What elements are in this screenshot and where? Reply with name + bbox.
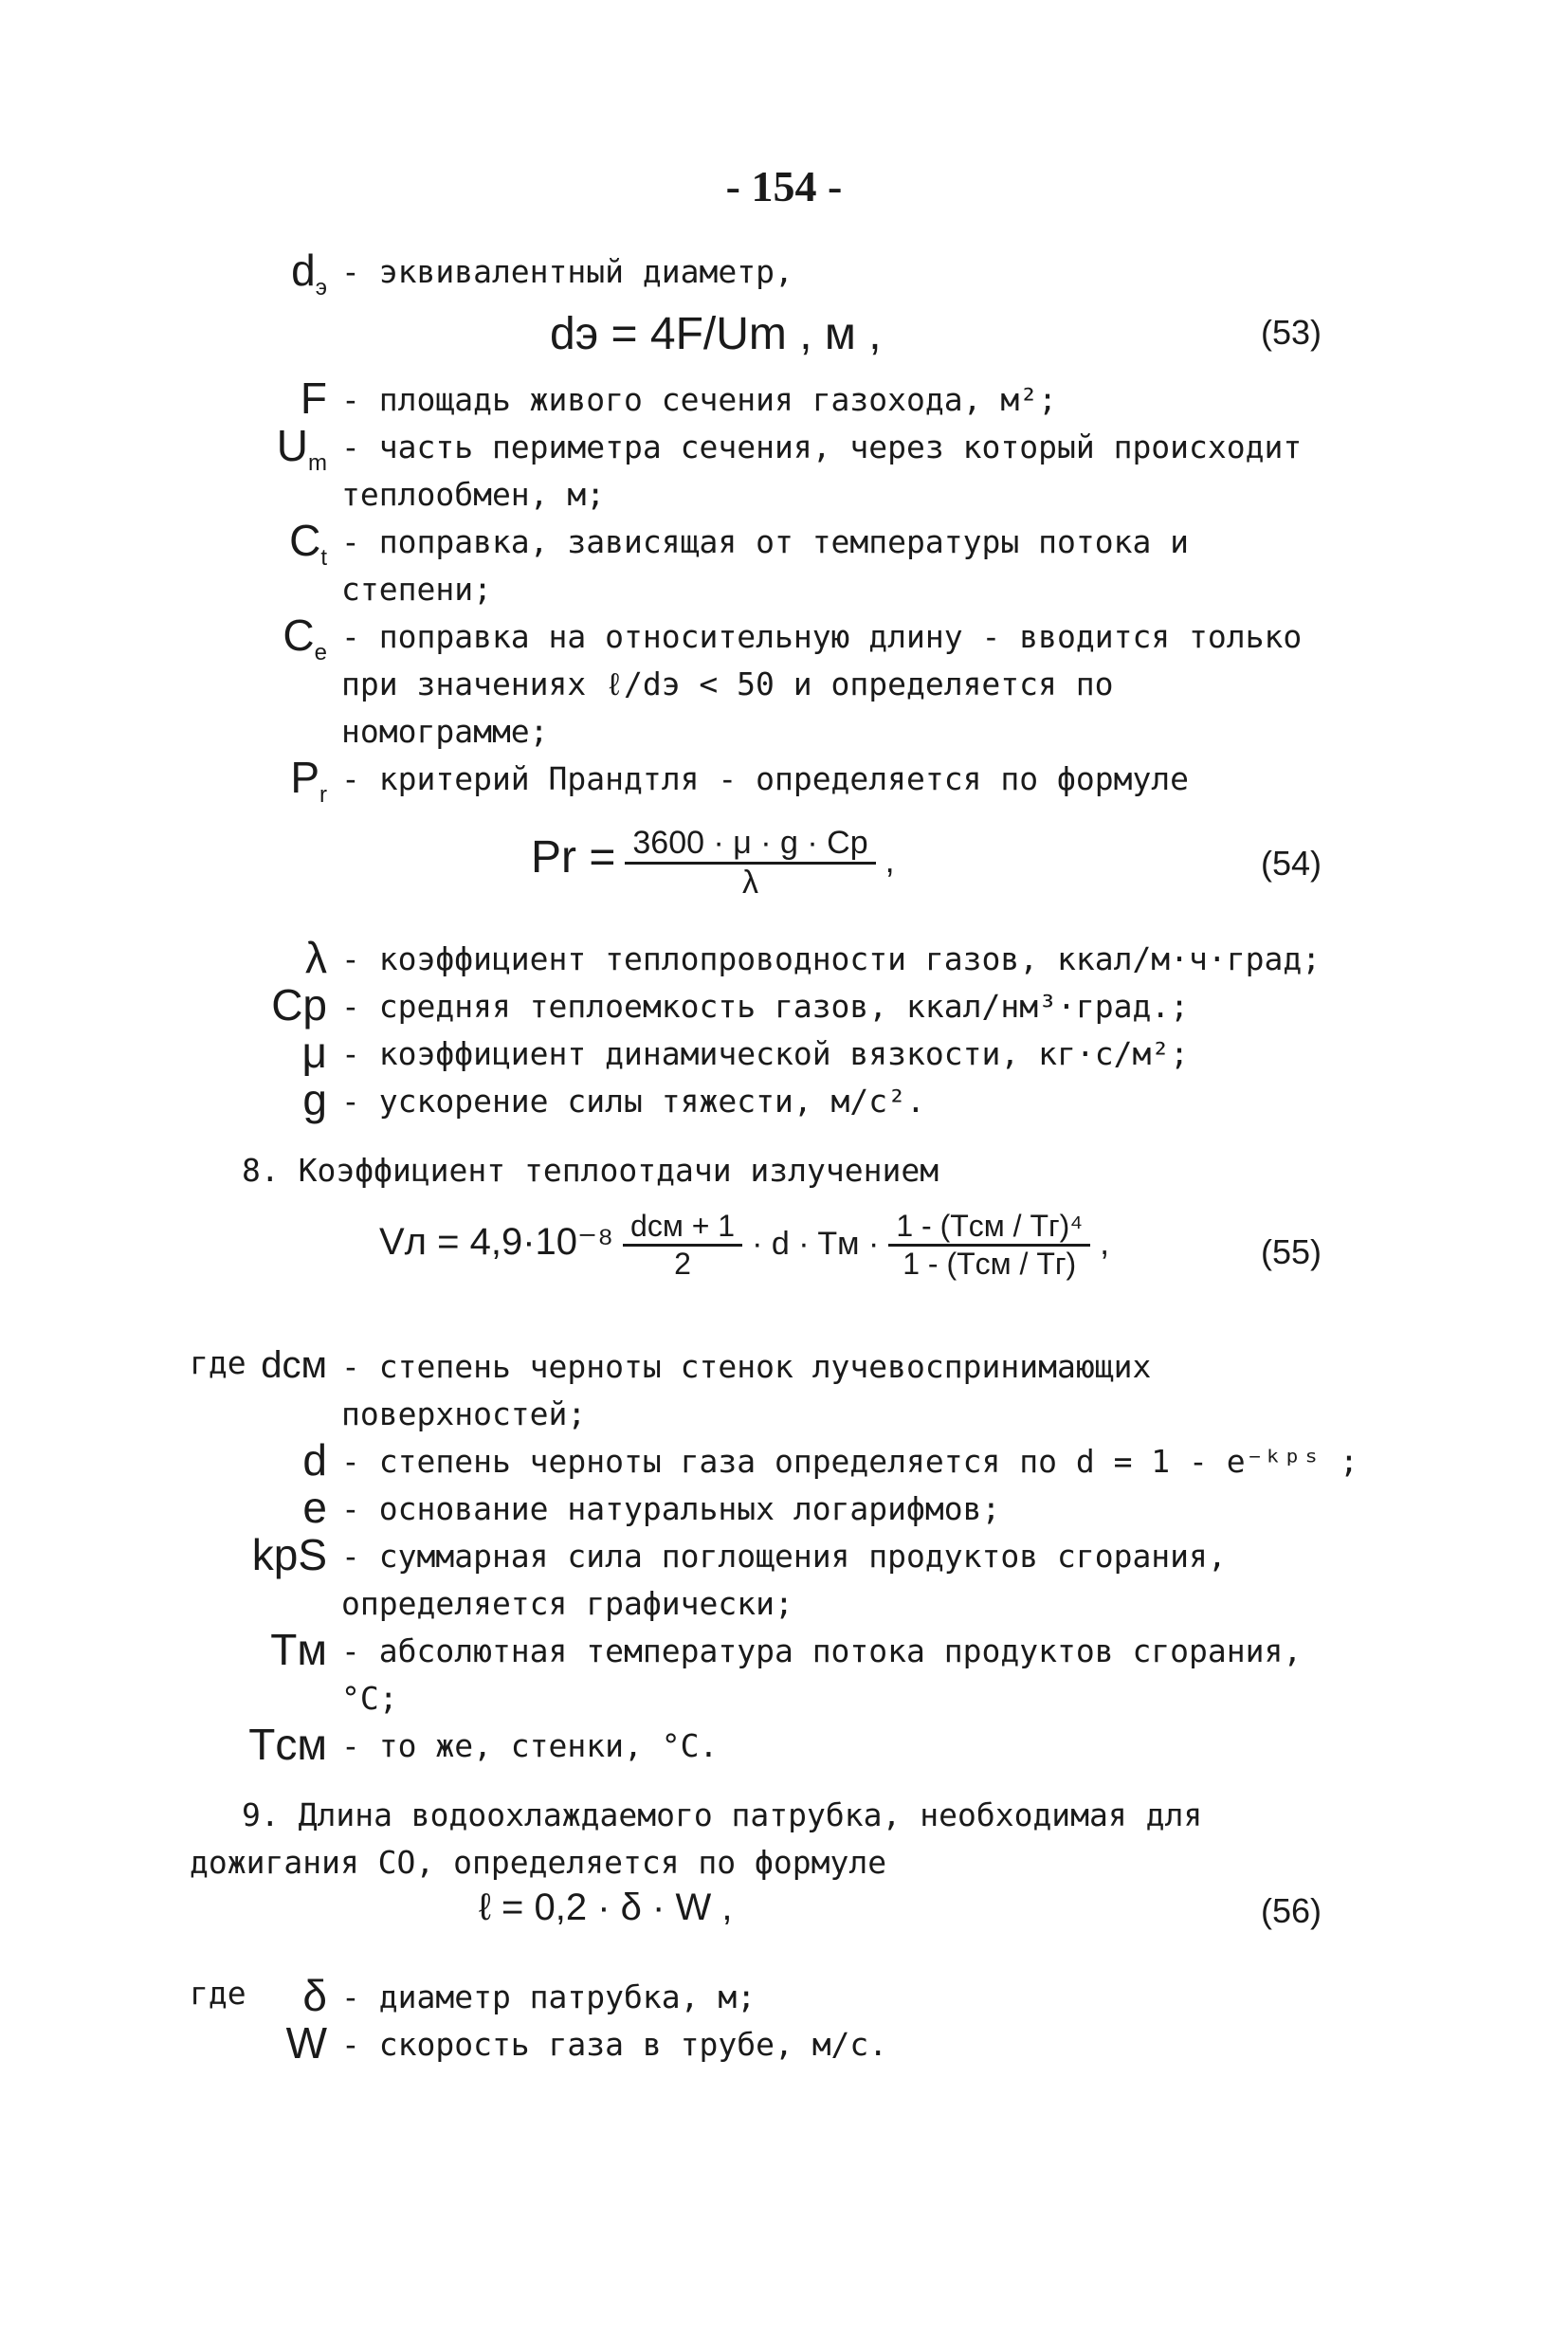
denominator: λ	[742, 865, 759, 901]
definition-text: - критерий Прандтля - определяется по формуле	[341, 760, 1190, 797]
symbol: kpS	[251, 1530, 327, 1579]
definition-text: - ускорение силы тяжести, м/с².	[341, 1083, 925, 1120]
equation-56: ℓ = 0,2 · δ · W ,	[479, 1886, 733, 1928]
equation-56-number: (56)	[1261, 1891, 1322, 1930]
equation-53-number: (53)	[1261, 313, 1322, 352]
symbol: Tсм	[248, 1720, 327, 1769]
definition-text: - суммарная сила поглощения продуктов сгорания, определяется графически;	[341, 1538, 1227, 1622]
definition-text: - коэффициент теплопроводности газов, ккал/м·ч·град;	[341, 940, 1322, 977]
definition-text: - скорость газа в трубе, м/с.	[341, 2026, 888, 2063]
definition-text: - то же, стенки, °C.	[341, 1727, 719, 1764]
symbol: $d_э$	[291, 246, 327, 301]
symbol: λ	[305, 933, 327, 982]
symbol: d	[302, 1435, 327, 1485]
equation-55-number: (55)	[1261, 1232, 1322, 1271]
symbol: F	[300, 374, 327, 423]
definition-text: - поправка на относительную длину - вводится только при значениях ℓ/dэ < 50 и определяется по номограмме;	[341, 618, 1303, 750]
symbol: $C_t$	[289, 516, 327, 572]
definition-text: - степень черноты стенок лучевоспринимающих поверхностей;	[341, 1348, 1152, 1432]
definition-text: - диаметр патрубка, м;	[341, 1978, 757, 2015]
item-8: 8. Коэффициент теплоотдачи излучением	[242, 1152, 939, 1189]
equation-54-number: (54)	[1261, 844, 1322, 883]
item-9: 9. Длина водоохлаждаемого патрубка, необходимая для дожигания СО, определяется по формуле	[190, 1796, 1203, 1881]
definition-text: - эквивалентный диаметр,	[341, 253, 793, 290]
symbol: W	[285, 2018, 327, 2068]
definition-text: - основание натуральных логарифмов;	[341, 1490, 1001, 1527]
page-number: - 154 -	[725, 162, 843, 210]
definition-text: - поправка, зависящая от температуры потока и степени;	[341, 523, 1190, 608]
symbol: Cр	[271, 980, 327, 1030]
numerator: 3600 · μ · g · Cр	[625, 825, 875, 865]
symbol: g	[302, 1075, 327, 1124]
equation-55: Vл = 4,9·10⁻⁸ $\frac{\text{dсм + 1}}{2}$ · d · Tм · $\frac{\text{1 - (Tсм / Tг)⁴}}{\text{1 - (Tсм / Tг)}}$ ,	[379, 1209, 1110, 1281]
definition-text: - коэффициент динамической вязкости, кг·с/м²;	[341, 1035, 1190, 1072]
symbol: dсм	[261, 1344, 327, 1386]
definition-text: - площадь живого сечения газохода, м²;	[341, 381, 1057, 418]
equation-53: dэ = 4F/Um , м ,	[550, 309, 882, 359]
definition-text: - средняя теплоемкость газов, ккал/нм³·град.;	[341, 988, 1190, 1025]
definition-text: - абсолютная температура потока продуктов сгорания, °C;	[341, 1632, 1303, 1717]
symbol: $U_m$	[276, 421, 327, 477]
where-label-2: где	[190, 1975, 246, 2012]
symbol: e	[302, 1483, 327, 1532]
symbol: μ	[301, 1028, 327, 1077]
symbol: Tм	[270, 1625, 327, 1674]
where-label: где	[190, 1344, 246, 1381]
symbol: $P_r$	[290, 753, 327, 809]
symbol: $C_e$	[283, 611, 327, 666]
symbol: δ	[302, 1971, 327, 2020]
definition-text: - часть периметра сечения, через который происходит теплообмен, м;	[341, 428, 1303, 513]
definition-text: - степень черноты газа определяется по d = 1 - e⁻ᵏᵖˢ ;	[341, 1443, 1358, 1480]
equation-54: Pr = $\frac{3600 \cdot \mu \cdot g \cdot Cр}{\lambda}$ ,	[531, 825, 895, 901]
